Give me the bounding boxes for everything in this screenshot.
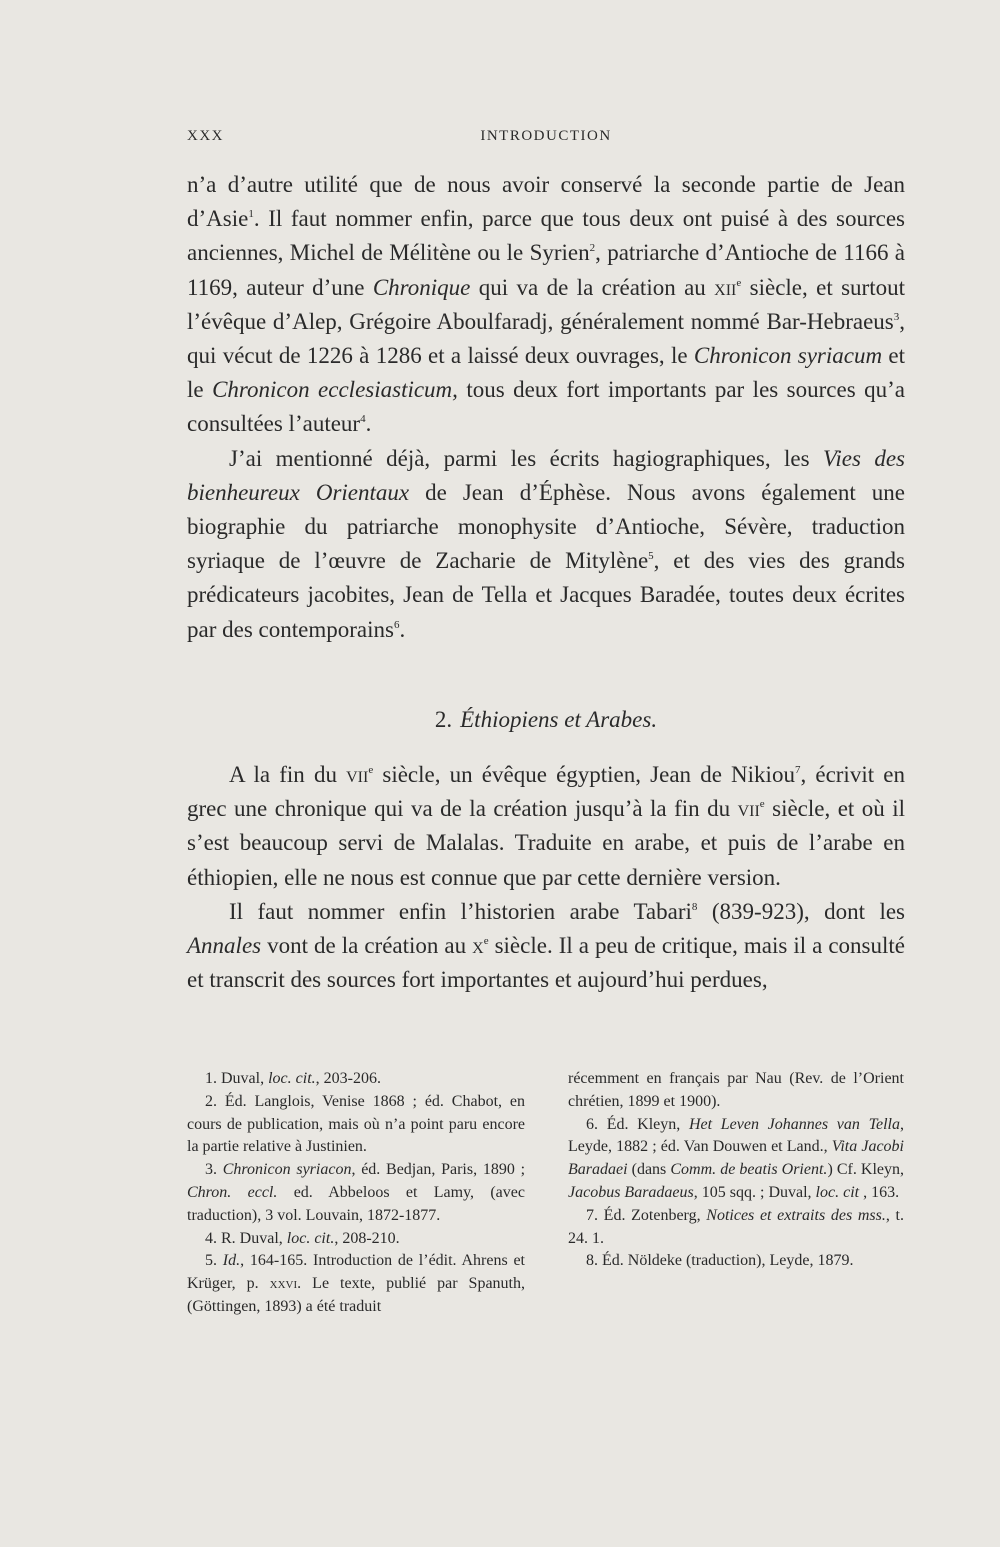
ordinal-suffix: e	[736, 276, 742, 289]
text-run: , 105 sqq. ; Duval,	[693, 1183, 816, 1201]
paragraph-2	[187, 442, 905, 647]
roman-numeral: xii	[714, 274, 737, 300]
text-run: siècle, un évêque égyptien, Jean de Nikiou	[373, 762, 795, 788]
footnote-4	[187, 1228, 525, 1251]
main-text	[187, 168, 905, 997]
italic-title: Vies des bienheureux Orientaux	[187, 445, 905, 505]
paragraph-3	[187, 758, 905, 895]
text-run: siècle. Il a peu de critique, mais il a consulté et transcrit des sources fort importantes et aujourd’hui perdues,	[187, 933, 905, 993]
text-run: , 164-165. Introduction de l’édit. Ahrens et Krüger, p.	[187, 1252, 526, 1293]
footnote-ref-6: 6	[393, 618, 400, 631]
italic-text: Id.	[222, 1252, 241, 1270]
text-run: 6. Éd. Kleyn,	[586, 1115, 689, 1133]
ordinal-suffix: e	[368, 764, 374, 777]
italic-text: loc. cit.	[268, 1070, 316, 1087]
roman-numeral: xxvi	[269, 1275, 298, 1293]
text-run: , 208-210.	[334, 1229, 400, 1247]
paragraph-1	[187, 168, 905, 442]
text-run: , écrivit en grec une chronique qui va de la création jusqu’à la fin du	[187, 762, 905, 822]
text-run: . Il faut nommer enfin, parce que tous deux ont puisé à des sources anciennes, Michel de Mélitène ou le Syrien	[187, 206, 905, 266]
footnote-7	[568, 1205, 904, 1251]
roman-numeral: vii	[346, 762, 369, 788]
footnote-ref-1: 1	[248, 208, 254, 221]
text-run: , Leyde, 1882 ; éd. Van Douwen et Land.,	[568, 1115, 905, 1156]
footnote-8: 8. Éd. Nöldeke (traduction), Leyde, 1879.	[586, 1252, 854, 1270]
text-run: qui va de la création au	[470, 274, 715, 300]
italic-text: Notices et extraits des mss.	[706, 1206, 886, 1224]
text-run: n’a d’autre utilité que de nous avoir conservé la seconde partie de Jean d’Asie	[187, 172, 905, 232]
footnote-6	[568, 1114, 904, 1205]
text-run: 1. Duval,	[205, 1070, 269, 1087]
text-run: , patriarche d’Antioche de 1166 à 1169, auteur d’une	[187, 240, 905, 300]
italic-title: Chronique	[372, 274, 471, 300]
italic-text: Vita Jacobi Baradaei	[568, 1138, 904, 1179]
footnote-3	[187, 1159, 525, 1227]
footnote-ref-8: 8	[691, 900, 698, 913]
text-run: , 163.	[859, 1183, 900, 1201]
italic-title: Chronicon syriacum	[693, 343, 883, 369]
footnotes-left-column	[187, 1068, 525, 1319]
footnote-5-continued: récemment en français par Nau (Rev. de l’Orient chrétien, 1899 et 1900).	[568, 1070, 904, 1110]
ordinal-suffix: e	[759, 798, 765, 811]
footnote-ref-5: 5	[648, 550, 654, 563]
text-run: siècle, et où il s’est beaucoup servi de Malalas. Traduite en arabe, et puis de l’arabe en éthiopien, elle ne nous est connue que par cette dernière version.	[187, 796, 905, 890]
section-title: Éthiopiens et Arabes.	[460, 706, 658, 732]
text-run: de Jean d’Éphèse. Nous avons également une biographie du patriarche monophysite d’Antioche, Sévère, traduction syriaque de l’œuvre de Zacharie de Mitylène	[187, 479, 905, 574]
text-run: tous deux fort importants par les sources qu’a consultées l’auteur	[187, 377, 905, 437]
text-run: et le	[187, 343, 905, 403]
text-run: ed. Abbeloos et Lamy, (avec traduction), 3 vol. Louvain, 1872-1877.	[187, 1183, 525, 1224]
paragraph-4	[187, 895, 905, 998]
text-run: Il faut nommer enfin l’historien arabe Tabari	[229, 898, 692, 924]
footnote-1	[187, 1068, 525, 1091]
footnote-ref-3: 3	[893, 310, 900, 323]
text-run: , t. 24. 1.	[568, 1206, 904, 1247]
ordinal-suffix: e	[483, 935, 489, 948]
italic-title: Chronicon ecclesiasticum,	[212, 377, 458, 403]
italic-text: Comm. de beatis Orient.	[670, 1161, 828, 1179]
page-number: XXX	[187, 128, 224, 144]
italic-text: Chron. eccl.	[187, 1183, 278, 1201]
text-run: 7. Éd. Zotenberg,	[586, 1206, 707, 1224]
text-run: , 203-206.	[315, 1070, 381, 1087]
section-heading	[187, 703, 905, 737]
text-run: (839-923), dont les	[697, 898, 906, 924]
roman-numeral: vii	[737, 796, 760, 822]
footnote-2: 2. Éd. Langlois, Venise 1868 ; éd. Chabot, en cours de publication, mais où n’a point paru encore la partie relative à Justinien.	[187, 1092, 525, 1156]
italic-text: loc. cit.	[286, 1229, 335, 1247]
footnote-5	[187, 1250, 525, 1318]
text-run: 4. R. Duval,	[205, 1229, 287, 1247]
roman-numeral: x	[472, 933, 484, 959]
text-run: 5.	[205, 1252, 223, 1270]
footnote-ref-2: 2	[589, 242, 596, 255]
text-run: A la fin du	[229, 762, 347, 788]
text-run: . Le texte, publié par Spanuth, (Göttingen, 1893) a été traduit	[187, 1275, 525, 1315]
text-run: , éd. Bedjan, Paris, 1890 ;	[351, 1161, 526, 1179]
italic-text: Jacobus Baradaeus	[568, 1183, 694, 1201]
italic-text: Het Leven Johannes van Tella	[688, 1115, 901, 1133]
text-run: ) Cf. Kleyn,	[827, 1161, 905, 1179]
footnotes-right-column	[568, 1068, 904, 1273]
running-header	[187, 128, 905, 156]
text-run: (dans	[627, 1161, 671, 1179]
italic-text: loc. cit	[815, 1183, 860, 1201]
italic-text: Chronicon syriacon	[222, 1161, 352, 1179]
text-run: J’ai mentionné déjà, parmi les écrits hagiographiques, les	[229, 445, 824, 471]
footnote-ref-4: 4	[360, 413, 366, 426]
text-run: , et des vies des grands prédicateurs jacobites, Jean de Tella et Jacques Baradée, toutes deux écrites par des contemporains	[187, 548, 905, 642]
text-run: .	[399, 616, 406, 642]
italic-title: Annales	[187, 933, 262, 959]
text-run: siècle, et surtout l’évêque d’Alep, Grégoire Aboulfaradj, généralement nommé Bar-Hebraeus	[187, 274, 905, 334]
footnote-ref-7: 7	[794, 764, 801, 777]
text-run: .	[365, 411, 372, 437]
running-title: INTRODUCTION	[480, 128, 612, 144]
section-number: 2.	[434, 706, 453, 732]
text-run: , qui vécut de 1226 à 1286 et a laissé deux ouvrages, le	[187, 308, 905, 369]
text-run: 3.	[205, 1161, 223, 1179]
text-run: vont de la création au	[261, 933, 473, 959]
